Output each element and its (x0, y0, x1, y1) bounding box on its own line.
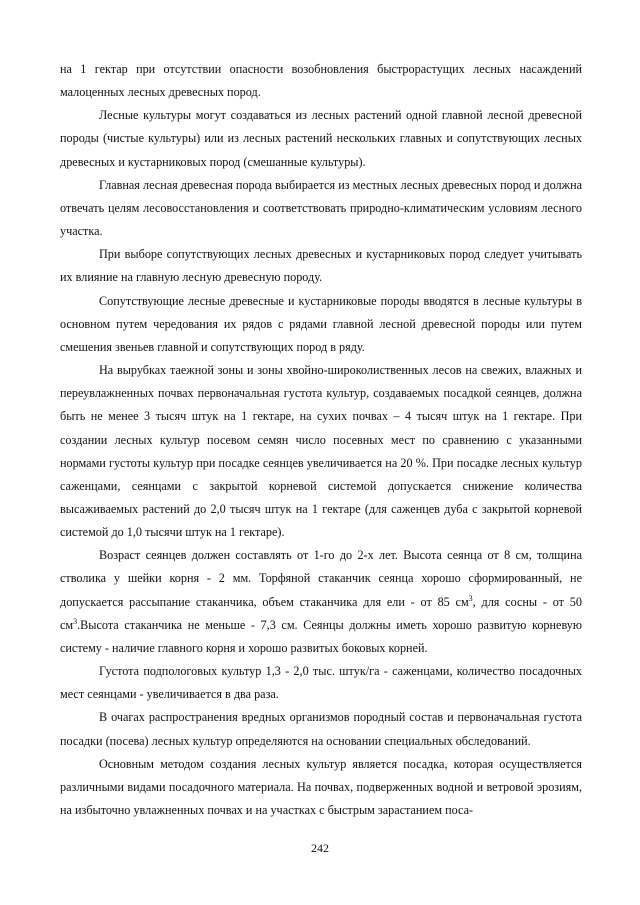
paragraph-3: Главная лесная древесная порода выбирается из местных лесных древесных пород и должна отвечать целям лесовосстановления и соответствовать природно-климатическим условиям лесного участка. (60, 177, 582, 239)
paragraph-5: Сопутствующие лесные древесные и кустарниковые породы вводятся в лесные культуры в основном путем чередования их рядов с рядами главной лесной древесной породы или путем смешения звеньев главной и сопутствующих пород в ряду. (60, 293, 582, 354)
document-page (60, 58, 582, 822)
seedling-text-part1: Возраст сеянцев должен составлять от 1-го до 2-х лет. Высота сеянца от 8 см, толщина стволика у шейки корня - 2 мм. Торфяной стаканчик сеянца хорошо сформированный, не допускается рассыпание стаканчика, объем стаканчика для ели - от 85 см (60, 548, 582, 609)
page-number: 242 (311, 841, 329, 855)
superscript-cubic-1: 3 (468, 593, 473, 603)
paragraph-seedlings (60, 544, 582, 660)
paragraph-8: Густота подпологовых культур 1,3 - 2,0 тыс. штук/га - саженцами, количество посадочных мест сеянцами - увеличивается в два раза. (60, 664, 582, 702)
paragraph-6: На вырубках таежной зоны и зоны хвойно-широколиственных лесов на свежих, влажных и переувлажненных почвах первоначальная густота культур, создаваемых посадкой сеянцев, должна быть не менее 3 тысяч штук на 1 гектаре, на сухих почвах – 4 тысяч штук на 1 гектаре. При создании лесных культур посевом семян число посевных мест по сравнению с указанными нормами густоты культур при посадке сеянцев увеличивается на 20 %. При посадке лесных культур саженцами, сеянцами с закрытой корневой системой допускается снижение количества высаживаемых растений до 2,0 тысяч штук на 1 гектаре (для саженцев дуба с закрытой корневой системой до 1,0 тысячи штук на 1 гектаре). (60, 363, 582, 540)
seedling-text-part2: , для сосны - от 50 см (60, 594, 582, 632)
paragraph-1: на 1 гектар при отсутствии опасности возобновления быстрорастущих лесных насаждений малоценных лесных древесных пород. (60, 62, 582, 100)
paragraph-2: Лесные культуры могут создаваться из лесных растений одной главной лесной древесной породы (чистые культуры) или из лесных растений нескольких главных и сопутствующих лесных древесных и кустарниковых пород (смешанные культуры). (60, 108, 582, 169)
paragraph-9: В очагах распространения вредных организмов породный состав и первоначальная густота посадки (посева) лесных культур определяются на основании специальных обследований. (60, 710, 582, 748)
paragraph-10: Основным методом создания лесных культур является посадка, которая осуществляется различными видами посадочного материала. На почвах, подверженных водной и ветровой эрозиям, на избыточно увлажненных почвах и на участках с быстрым зарастанием поса- (60, 756, 582, 817)
seedling-text-part3: .Высота стаканчика не меньше - 7,3 см. Сеянцы должны иметь хорошо развитую корневую систему - наличие главного корня и хорошо развитых боковых корней. (60, 617, 582, 655)
paragraph-4: При выборе сопутствующих лесных древесных и кустарниковых пород следует учитывать их влияние на главную лесную древесную породу. (60, 247, 582, 285)
superscript-cubic-2: 3 (73, 616, 78, 626)
